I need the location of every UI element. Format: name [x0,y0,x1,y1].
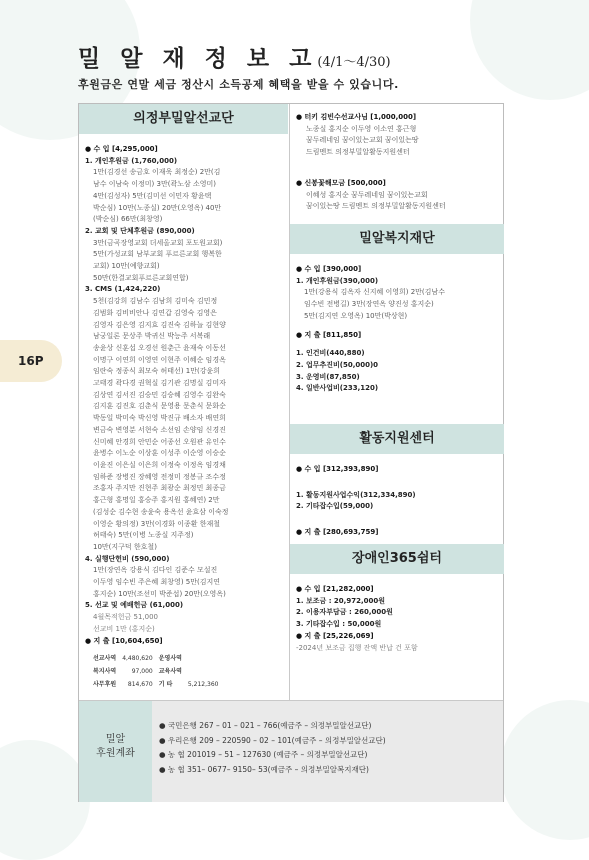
table-cell [188,653,223,664]
left-column [79,104,288,700]
hope-title: ● 신봉꽃해모금 [500,000] [296,179,386,187]
donor-line: 이혜성 홍지순 꿈두레네임 꿈이있는교회 [306,190,428,199]
report-period: (4/1～4/30) [317,55,391,70]
welfare-report [290,264,504,395]
donor-list [85,296,282,553]
table-cell: 5,212,360 [187,681,219,689]
table-cell [188,666,223,677]
income-item: 2. 이용자부담금 : 260,000원 [296,608,393,617]
donor-line: 김범화 김비비안나 김연갑 김영숙 김영은 [93,308,217,317]
table-cell: 4,480,620 [122,655,153,663]
turkey-title: ● 터키 김빈수선교사님 [1,000,000] [296,113,417,121]
report-frame [78,103,504,802]
donor-line: 5만(김지연 오영옥) 10만(박상현) [304,311,408,320]
donor-line: 이영순 황의정) 3만(이경화 이종환 한재철 [93,519,221,528]
donor-list [296,124,498,159]
page-number: 16P [18,354,44,368]
background-circle [500,700,589,840]
donor-line: 이윤진 이은실 이은희 이정숙 이정옥 임경채 [93,460,226,469]
expense-item: 2. 업무추진비(50,000)0 [296,360,379,369]
donor-line: 10만(지구덕 한호철) [93,542,157,551]
expense-item: 4. 일반사업비(233,120) [296,384,379,393]
donor-line: 홍지순) 10만(조선미 박준섭) 20만(오영옥) [93,589,226,598]
income-item: 3. 기타잡수입 : 50,000원 [296,620,382,629]
donor-line: 홍근형 홍명일 홍승주 홍지원 홍혜연) 2만 [93,496,220,505]
donor-line: 김지훈 김진호 김춘식 문영용 문춘식 문화순 [93,402,226,411]
expense-title: ● 지 출 [811,850] [296,330,362,339]
donor-line: 5천(김강희 김남수 김남희 김미숙 김민정 [93,297,218,306]
donor-list [85,612,282,635]
section-title: 3. CMS (1,424,220) [85,285,161,294]
section-title: 4. 실행단헌비 (590,000) [85,554,170,563]
donor-line: 4만(김성자) 5만(김미선 이민자 황윤택 [93,191,212,200]
donor-line: 5만(가성교회 남부교회 푸르른교회 행복한 [93,250,222,259]
account-line: ● 국민은행 267 – 01 – 021 – 766(예금주 – 의정부밀알선교단) [159,721,372,730]
account-line: ● 우리은행 209 – 220590 – 02 – 101(예금주 – 의정부밀알선교단) [159,735,386,745]
activity-report [290,464,504,539]
donor-line: 선교비 1만 (홍지순) [93,624,155,633]
donor-line: 남궁일론 문상주 박귀신 박능주 서복래 [93,332,211,341]
shelter-note: -2024년 보조금 집행 잔액 반납 건 포함 [296,643,418,652]
donor-line: 허태숙) 5만(이병 노종실 지주정) [93,531,194,540]
donor-line: 김영자 김은영 김지효 김진숙 김하늘 김현양 [93,320,226,329]
donor-list [85,565,282,600]
section-heading-shelter: 장애인365쉼터 [290,544,504,574]
donor-line: 남수 이남숙 이정미) 3만(곽노삼 소영미) [93,180,216,189]
income-list [296,490,498,513]
section-heading-welfare: 밀알복지재단 [290,224,504,254]
donor-line: 1만(김경선 송금호 이재욱 최정순) 2만(김 [93,168,221,177]
accounts-label [79,701,152,802]
income-title: ● 수 입 [390,000] [296,265,362,273]
account-line: ● 농 협 201019 – 51 – 127630 (예금주 – 의정부밀알선교단) [159,750,368,759]
donor-line: 1만(강용식 김옥자 신지혜 이영희) 2만(김남수 [304,288,445,297]
donor-line: 교회) 10만(예향교회) [93,262,160,271]
accounts-label-line: 밀알 [105,734,126,745]
accounts-label-line: 후원계좌 [96,748,135,759]
donor-line: 노종실 홍지순 이두영 이소연 홍근형 [306,124,417,133]
section-title: 2. 교회 및 단체후원금 (890,000) [85,226,195,235]
donor-line: 고태경 곽다경 권혁실 김기관 김명실 김미자 [93,379,226,388]
table-row [93,666,222,677]
expense-table [91,651,224,692]
income-title: ● 수 입 [4,295,000] [85,145,158,153]
table-cell: 814,670 [127,681,153,689]
section-heading-uijeongbu: 의정부밀알선교단 [79,104,288,134]
expense-item: 1. 인건비(440,880) [296,349,365,358]
page-subtitle: 후원금은 연말 세금 정산시 소득공제 혜택을 받을 수 있습니다. [78,78,399,91]
table-cell: 복지사역 [93,668,117,676]
donor-line: 50만(한결교회푸르른교회연합) [93,273,189,282]
donor-line: 1만(장연옥 강용식 김다인 김준수 모설진 [93,566,218,575]
donor-line: 신미혜 안경희 안민순 어종선 오원관 유인수 [93,437,226,446]
hope-block [290,178,504,213]
donor-list [85,238,282,285]
donation-accounts [79,700,503,802]
donor-line: 이명구 이연희 이영연 이현주 이혜순 임경옥 [93,355,226,364]
donor-line: 임란숙 정종식 최모숙 허태선) 1만(강윤희 [93,367,221,376]
section-heading-activity: 활동지원센터 [290,424,504,454]
donor-line: 꿈두레네임 꿈이있는교회 꿈이있는땅 [306,136,419,145]
donor-list [296,287,498,322]
donor-list [296,190,498,213]
table-cell: 운영사역 [158,655,182,663]
table-cell: 97,000 [131,668,153,676]
donor-line: 변금숙 변영분 서현숙 소선임 손양임 신경진 [93,425,226,434]
donor-line: 윤병수 이노순 이상훈 이성주 이순영 이승순 [93,449,226,458]
donor-line: 드림멘트 의정부밀알활동지원센터 [306,148,410,157]
donor-line: 박순심) 10만(노종실) 20만(오영옥) 40만 [93,203,222,212]
income-title: ● 수 입 [21,282,000] [296,585,374,593]
donor-line: 꿈이있는땅 드림멘트 의정부밀알활동지원센터 [306,202,446,211]
income-title: ● 수 입 [312,393,890] [296,465,379,473]
uijeongbu-report [79,134,288,692]
page-title: 밀 알 재 정 보 고(4/1～4/30) [78,45,391,72]
donor-line: 4월목적헌금 51,000 [93,613,158,622]
donor-line: 임수빈 전병길) 3만(장연옥 양진성 홍지순) [304,300,434,309]
table-cell: 기 타 [158,681,173,689]
donor-line: 조홍자 주지만 진현주 최광순 최정민 최종금 [93,484,226,493]
background-circle [470,0,589,100]
right-column [289,104,504,700]
donor-line: 박동일 박미숙 박신영 박진규 배소자 배연희 [93,414,226,423]
section-title: 1. 개인후원금 (1,760,000) [85,156,178,165]
expense-list [296,348,498,395]
donor-line: 김상연 김서진 김승민 김승혜 김영수 김완숙 [93,390,226,399]
donor-line: (박순심) 66만(최창영) [93,215,163,224]
income-item: 2. 기타잡수입(59,000) [296,502,374,511]
income-item: 1. 보조금 : 20,972,000원 [296,596,385,605]
donor-line: 이두영 임수빈 주은혜 최창영) 5만(김지연 [93,578,221,587]
income-list [296,596,498,631]
table-cell: 선교사역 [93,655,117,663]
expense-title: ● 지 출 [280,693,759] [296,528,379,537]
shelter-report [290,584,504,654]
expense-item: 3. 운영비(87,850) [296,372,360,381]
expense-title: ● 지 출 [10,604,650] [85,636,163,645]
account-line: ● 농 협 351– 0677– 9150– 53(예금주 – 의정부밀알복지재단) [159,764,369,774]
income-item: 1. 활동지원사업수익(312,334,890) [296,490,416,499]
section-title: 1. 개인후원금(390,000) [296,276,379,285]
donor-list [85,167,282,226]
table-cell: 교육사역 [158,668,182,676]
background-circle [0,740,90,860]
donor-line: 송윤상 신훈섭 오경선 원춘근 윤재숙 이동선 [93,343,226,352]
donor-line: 3만(금곡장영교회 더세올교회 포도원교회) [93,238,223,247]
donor-line: (김성순 김수현 송윤숙 용옥선 윤효삼 이숙정 [93,507,229,516]
donor-line: 임하준 장병진 장혜영 전정미 정봉규 조수정 [93,472,226,481]
table-cell: 사무후원 [93,681,117,689]
section-title: 5. 선교 및 예배헌금 (61,000) [85,601,184,610]
table-row [93,679,222,690]
turkey-missionary-block [290,112,504,159]
account-list [159,719,386,777]
expense-title: ● 지 출 [25,226,069] [296,631,374,640]
table-row [93,653,222,664]
